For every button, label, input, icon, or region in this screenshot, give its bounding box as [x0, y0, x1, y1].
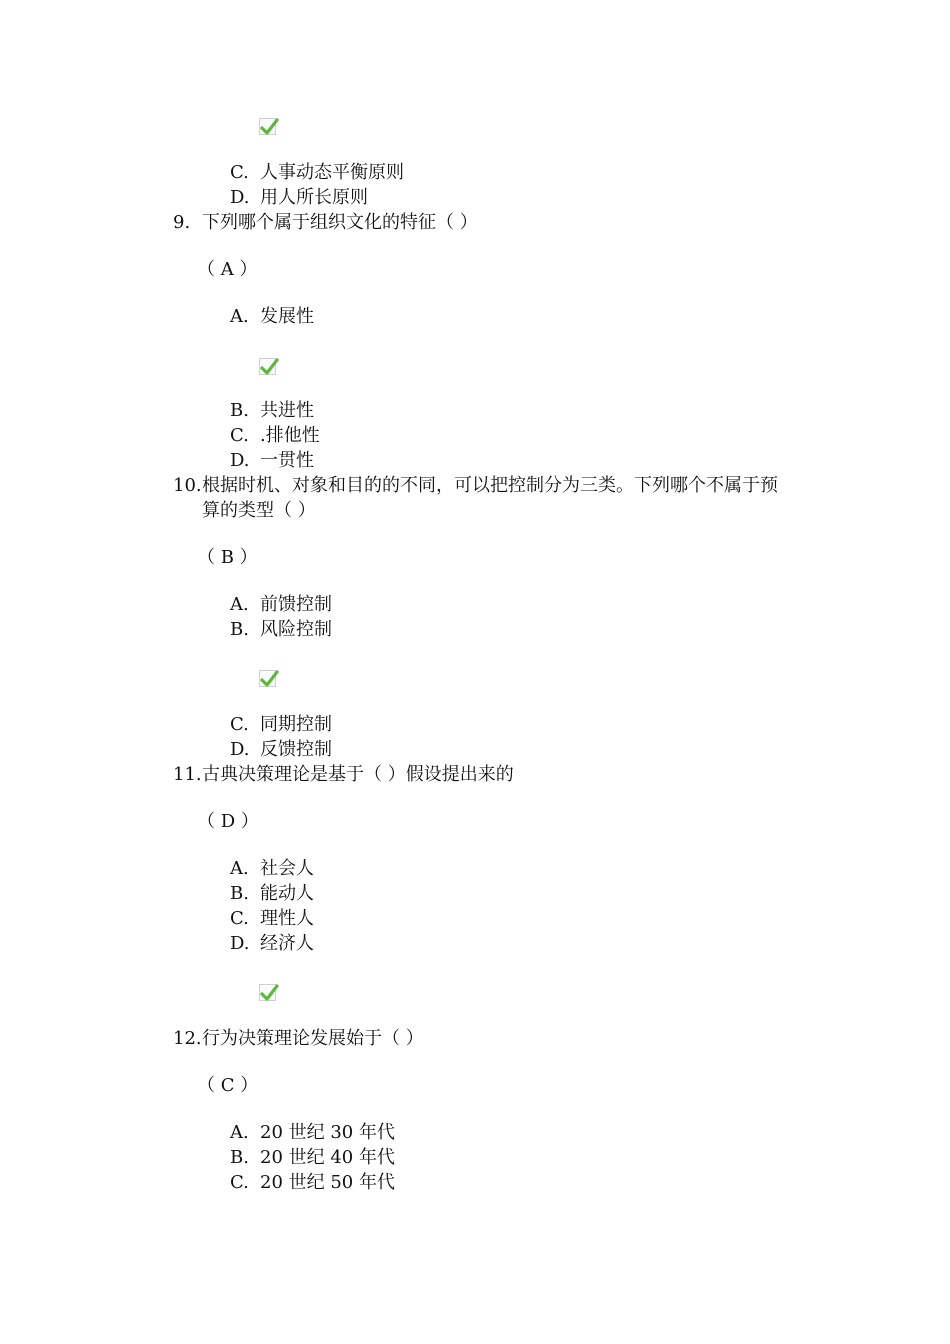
question-11 — [173, 763, 873, 787]
option-d: D. 用人所长原则 — [230, 187, 368, 208]
question-text: 古典决策理论是基于（ ）假设提出来的 — [202, 764, 514, 785]
option-c: C. 理性人 — [230, 908, 314, 929]
option-c: C. 20 世纪 50 年代 — [230, 1172, 395, 1193]
answer-label: （ A ） — [197, 259, 258, 280]
question-text: 根据时机、对象和目的的不同，可以把控制分为三类。下列哪个不属于预 — [202, 475, 778, 496]
answer-label: （ D ） — [197, 811, 259, 832]
question-10 — [173, 474, 873, 498]
answer-label: （ B ） — [197, 547, 258, 568]
option-a: A. 前馈控制 — [230, 594, 332, 615]
option-a: A. 社会人 — [230, 858, 314, 879]
question-number: 11. — [173, 764, 202, 785]
checkmark-icon — [259, 670, 276, 687]
question-text: 行为决策理论发展始于（ ） — [202, 1028, 424, 1049]
question-text: 下列哪个属于组织文化的特征（ ） — [202, 212, 478, 233]
checkmark-icon — [259, 984, 276, 1001]
option-a: A. 20 世纪 30 年代 — [230, 1122, 395, 1143]
answer-label: （ C ） — [197, 1075, 259, 1096]
option-b: B. 能动人 — [230, 883, 314, 904]
option-d: D. 一贯性 — [230, 450, 314, 471]
question-text-continued: 算的类型（ ） — [202, 500, 316, 521]
option-d: D. 经济人 — [230, 933, 314, 954]
option-b: B. 风险控制 — [230, 619, 332, 640]
option-a: A. 发展性 — [230, 306, 314, 327]
checkmark-icon — [259, 118, 276, 135]
option-c: C. 人事动态平衡原则 — [230, 162, 404, 183]
option-d: D. 反馈控制 — [230, 739, 332, 760]
option-c: C. 同期控制 — [230, 714, 332, 735]
question-number: 12. — [173, 1028, 202, 1049]
question-number: 10. — [173, 475, 202, 496]
question-number: 9. — [173, 212, 191, 233]
question-12 — [173, 1027, 873, 1051]
option-c: C. .排他性 — [230, 425, 320, 446]
option-b: B. 共进性 — [230, 400, 314, 421]
option-b: B. 20 世纪 40 年代 — [230, 1147, 395, 1168]
question-9 — [173, 211, 873, 235]
checkmark-icon — [259, 358, 276, 375]
